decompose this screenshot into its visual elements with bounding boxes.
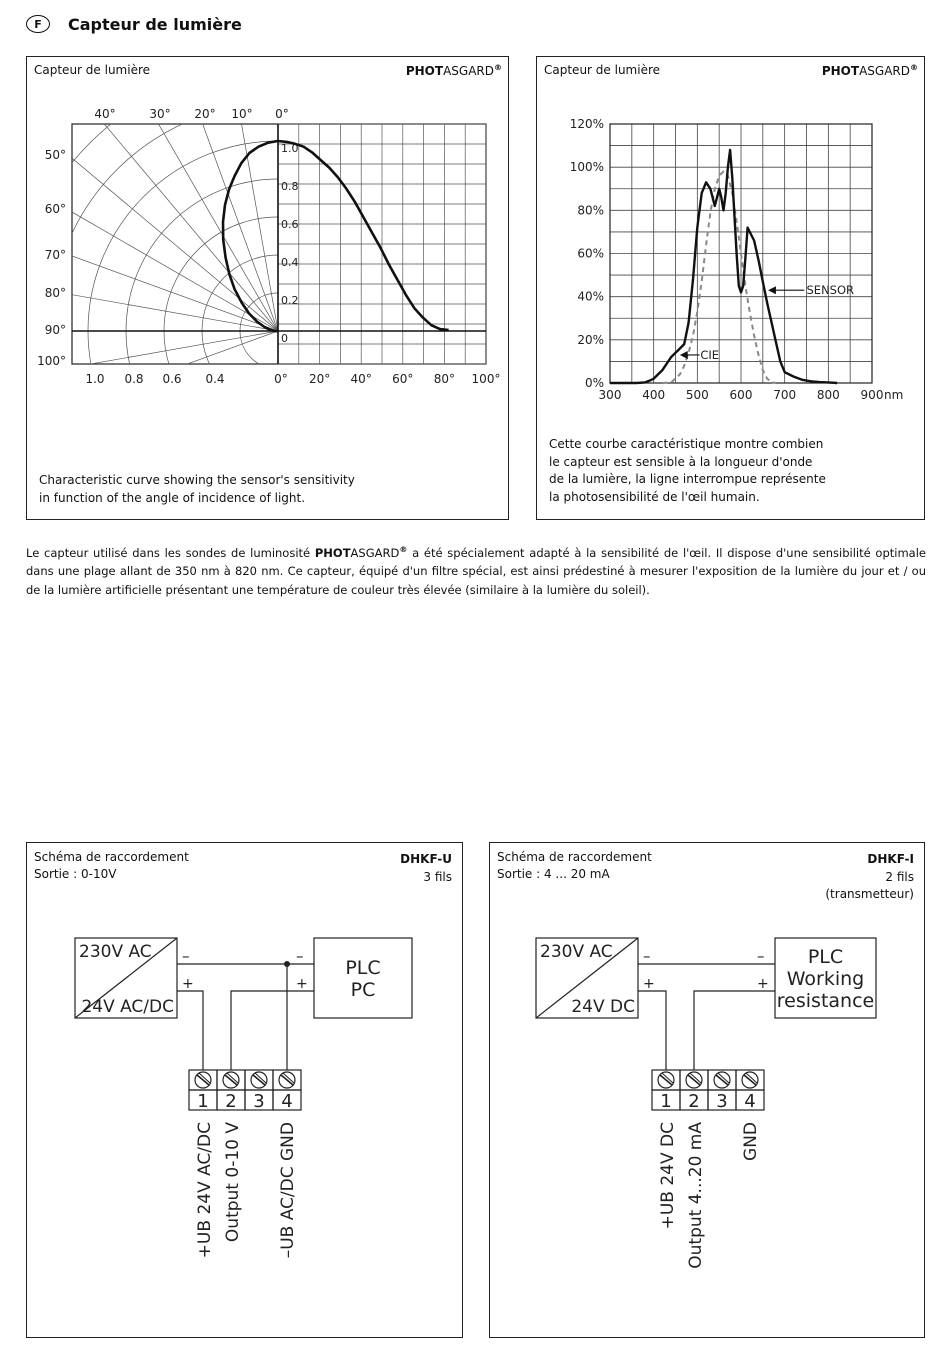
- wire: [177, 991, 203, 1070]
- section-title: Capteur de lumière: [68, 14, 242, 34]
- plc-label: PLC: [345, 957, 381, 979]
- series-label-cie: CIE: [700, 347, 720, 362]
- polar-grid: [27, 87, 510, 487]
- power-supply-output: 24V AC/DC: [81, 997, 174, 1017]
- y-tick-label: 20%: [577, 332, 604, 347]
- plus-sign: +: [182, 976, 194, 992]
- terminal-function-label: +UB 24V DC: [658, 1122, 678, 1230]
- x-tick-label: 600: [729, 388, 753, 402]
- y-tick-label: 60%: [577, 246, 604, 261]
- caption-line: Cette courbe caractéristique montre combien: [549, 437, 824, 451]
- paragraph-text: a été spécialement adapté à la sensibilité de l'œil. Il dispose d'une sensibilité optimale dans une plage allant de 350 nm à 820 nm. Ce capteur, équipé d'un filtre spécial, est ainsi prédestiné à mesurer l'exposition de la lumière du jour et / ou de la lumière artificielle présentant une température de couleur très élevée (similaire à la lumière du soleil).: [26, 545, 926, 597]
- spectral-chart-panel: [536, 56, 925, 520]
- angle-axis-label: 60°: [392, 372, 414, 386]
- minus-sign: –: [757, 947, 765, 965]
- diagram-label-line: Schéma de raccordement: [497, 850, 652, 864]
- power-supply-input: 230V AC: [540, 942, 613, 962]
- terminal-function-label: Output 0-10 V: [223, 1122, 243, 1243]
- power-supply-input: 230V AC: [79, 942, 152, 962]
- paragraph-brand-rest: ASGARD: [350, 545, 400, 560]
- angle-axis-label: 0°: [274, 372, 288, 386]
- grid-arc: [27, 87, 510, 487]
- wiring-diagram-dhkf-u: [26, 842, 463, 1338]
- scale-label: 0.6: [162, 372, 182, 386]
- terminal-function-label: –UB AC/DC GND: [278, 1122, 298, 1259]
- series-label-sensor: SENSOR: [806, 283, 855, 298]
- radial-label: 0: [281, 332, 288, 345]
- x-tick-label: 400: [642, 388, 666, 402]
- grid-arc: [27, 87, 510, 487]
- terminal-number: 4: [281, 1091, 293, 1112]
- terminal-number: 2: [688, 1091, 700, 1112]
- x-tick-label: 700: [773, 388, 797, 402]
- radial-label: 0.4: [281, 256, 299, 269]
- plc-label: resistance: [776, 990, 875, 1012]
- terminal-number: 3: [716, 1091, 728, 1112]
- radial-label: 1.0: [281, 142, 299, 155]
- wire: [231, 991, 314, 1070]
- x-tick-label: 300: [598, 388, 622, 402]
- terminal-number: 1: [197, 1091, 209, 1112]
- x-unit-label: nm: [884, 388, 904, 402]
- angle-label: 80°: [44, 286, 66, 300]
- polar-chart: [27, 87, 510, 487]
- paragraph-brand-reg: ®: [399, 545, 408, 554]
- annotation-arrowhead: [680, 351, 688, 359]
- angle-label: 70°: [44, 248, 66, 262]
- x-tick-label: 500: [685, 388, 709, 402]
- brand-rest: ASGARD: [859, 64, 910, 78]
- grid-radial: [27, 227, 278, 331]
- terminal-function-label: Output 4...20 mA: [686, 1122, 706, 1269]
- diagram-label: [497, 849, 652, 883]
- angle-label: 10°: [231, 107, 253, 121]
- minus-sign: –: [643, 947, 651, 965]
- scale-label: 0.8: [124, 372, 144, 386]
- wire: [638, 991, 666, 1070]
- spectral-caption: [549, 436, 826, 506]
- polar-chart-panel: [26, 56, 509, 520]
- brand-logo: [822, 63, 918, 78]
- minus-sign: –: [296, 947, 304, 965]
- wire-junction: [284, 961, 290, 967]
- plc-label: PC: [350, 979, 376, 1001]
- panel-label: Capteur de lumière: [544, 63, 661, 77]
- grid-arc: [27, 87, 510, 487]
- plc-label: PLC: [807, 946, 844, 968]
- radial-label: 0.6: [281, 218, 299, 231]
- plus-sign: +: [643, 976, 655, 992]
- diagram-label-line: Schéma de raccordement: [34, 850, 189, 864]
- caption-line: in function of the angle of incidence of light.: [39, 490, 306, 505]
- caption-line: le capteur est sensible à la longueur d'onde: [549, 454, 813, 469]
- section-heading: [26, 12, 242, 36]
- grid-radial: [27, 331, 278, 435]
- wire-count: 3 fils: [423, 870, 452, 884]
- caption-line: de la lumière, la ligne interrompue représente: [549, 472, 826, 486]
- scale-label: 1.0: [85, 372, 105, 386]
- angle-label: 0°: [275, 107, 289, 121]
- power-supply-output: 24V DC: [571, 997, 635, 1017]
- panel-label: Capteur de lumière: [34, 63, 151, 77]
- angle-label: 30°: [149, 107, 171, 121]
- radial-label: 0.2: [281, 294, 299, 307]
- wire-note: (transmetteur): [825, 887, 914, 901]
- paragraph-brand-bold: PHOT: [314, 545, 351, 560]
- terminal-number: 3: [253, 1091, 265, 1112]
- wiring-diagram: [490, 893, 926, 1333]
- angle-label: 50°: [44, 148, 66, 162]
- spectral-chart: [537, 87, 926, 417]
- model-code: DHKF-I: [867, 852, 914, 866]
- angle-axis-label: 80°: [433, 372, 456, 386]
- angle-axis-label: 40°: [350, 372, 372, 386]
- diagram-output-line: Sortie : 4 ... 20 mA: [497, 867, 610, 881]
- y-tick-label: 120%: [569, 117, 604, 131]
- caption-line: la photosensibilité de l'œil humain.: [549, 489, 760, 504]
- brand-logo: [406, 63, 502, 78]
- wiring-diagram: [27, 893, 464, 1333]
- wire-count: 2 fils: [885, 870, 914, 884]
- brand-bold: PHOT: [821, 64, 860, 78]
- terminal-function-label: GND: [741, 1122, 761, 1161]
- terminal-number: 1: [660, 1091, 672, 1112]
- y-tick-label: 100%: [569, 160, 604, 175]
- angle-label: 20°: [194, 107, 216, 121]
- angle-axis-label: 100°: [471, 372, 501, 386]
- minus-sign: –: [182, 947, 190, 965]
- brand-rest: ASGARD: [443, 64, 494, 78]
- polar-caption: [39, 472, 355, 507]
- annotation-arrowhead: [768, 286, 776, 294]
- series-curve-rectangular: [278, 141, 449, 330]
- plus-sign: +: [296, 976, 308, 992]
- y-tick-label: 40%: [577, 289, 604, 304]
- brand-reg: ®: [910, 63, 918, 72]
- series-line-sensor: [610, 150, 837, 383]
- model-code: DHKF-U: [400, 852, 452, 866]
- brand-bold: PHOT: [405, 64, 444, 78]
- wire: [694, 991, 775, 1070]
- radial-label: 0.8: [281, 180, 299, 193]
- diagram-label: [34, 849, 189, 883]
- x-tick-label: 800: [816, 388, 840, 402]
- x-tick-label: 900: [860, 388, 884, 402]
- paragraph-text: Le capteur utilisé dans les sondes de luminosité: [26, 545, 315, 560]
- angle-label: 90°: [44, 323, 66, 337]
- terminal-number: 4: [744, 1091, 756, 1112]
- plus-sign: +: [757, 976, 769, 992]
- diagram-output-line: Sortie : 0-10V: [34, 867, 117, 881]
- angle-label: 40°: [94, 107, 116, 121]
- angle-label: 100°: [37, 354, 66, 368]
- terminal-number: 2: [225, 1091, 237, 1112]
- terminal-function-label: +UB 24V AC/DC: [195, 1122, 215, 1259]
- caption-line: Characteristic curve showing the sensor's sensitivity: [39, 473, 355, 487]
- angle-axis-label: 20°: [308, 372, 331, 386]
- scale-label: 0.4: [205, 372, 225, 386]
- series-curve-angular: [223, 141, 278, 331]
- wiring-diagram-dhkf-i: [489, 842, 925, 1338]
- angle-label: 60°: [44, 202, 66, 216]
- brand-reg: ®: [494, 63, 502, 72]
- grid-arc: [27, 87, 510, 487]
- y-tick-label: 0%: [584, 376, 604, 390]
- plc-label: Working: [786, 968, 865, 990]
- description-paragraph: [26, 541, 926, 599]
- section-badge: F: [26, 15, 50, 33]
- y-tick-label: 80%: [577, 203, 604, 218]
